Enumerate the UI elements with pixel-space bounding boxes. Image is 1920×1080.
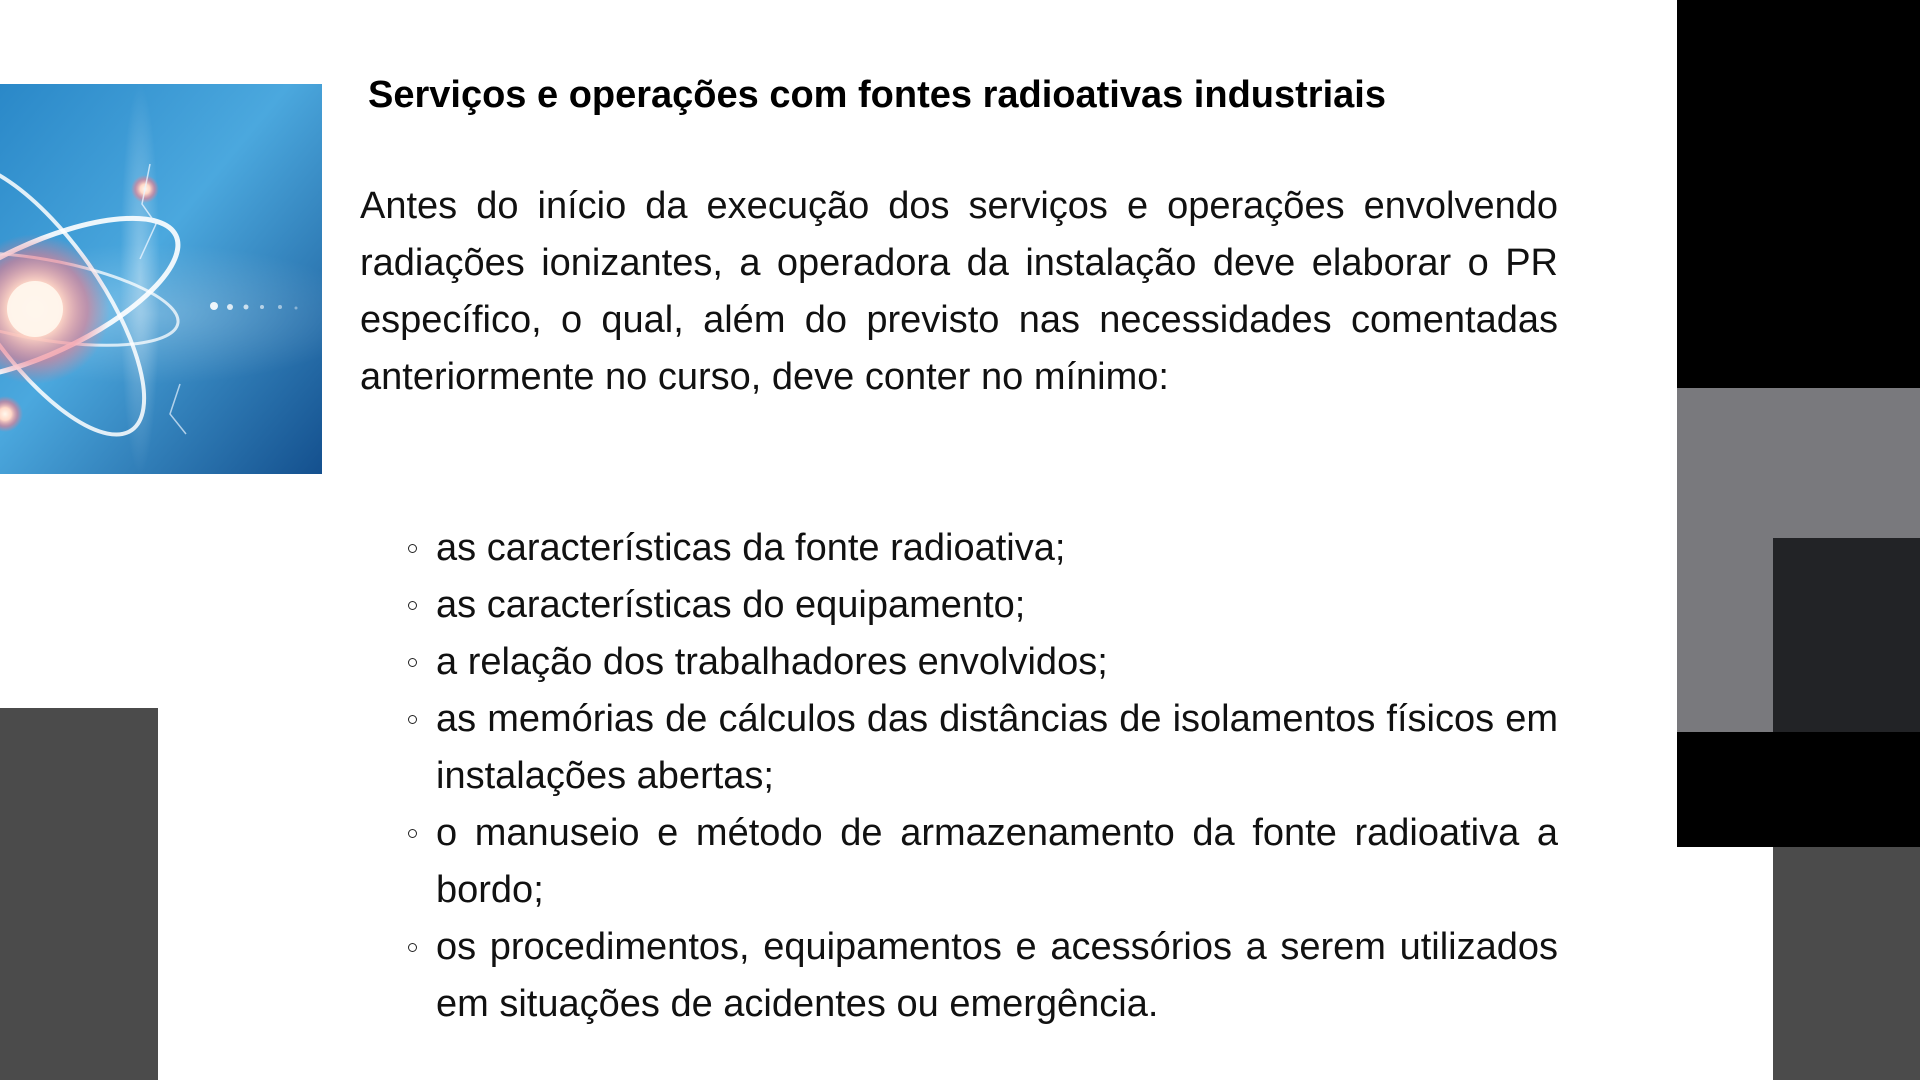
decor-block-right-footer xyxy=(1773,847,1920,1080)
list-item xyxy=(404,634,1558,691)
intro-paragraph: Antes do início da execução dos serviços e operações envolvendo radiações ionizantes, a operadora da instalação deve elaborar o PR específico, o qual, além do previsto nas necessidades comentadas anteriormente no curso, deve conter no mínimo: xyxy=(360,185,1558,398)
list-item xyxy=(404,919,1558,1033)
bullet-circle-icon xyxy=(408,601,417,610)
list-item-text: as memórias de cálculos das distâncias de isolamentos físicos em instalações abertas; xyxy=(436,698,1558,797)
decor-block-left xyxy=(0,708,158,1080)
list-item-text: as características do equipamento; xyxy=(436,584,1026,626)
list-item-text: as características da fonte radioativa; xyxy=(436,527,1066,569)
bullet-circle-icon xyxy=(408,715,417,724)
requirements-list xyxy=(404,520,1558,1033)
decor-block-right-bottom xyxy=(1677,732,1920,847)
bullet-circle-icon xyxy=(408,829,417,838)
bullet-circle-icon xyxy=(408,544,417,553)
atom-image xyxy=(0,84,322,474)
decor-block-right-dark xyxy=(1773,538,1920,732)
list-item xyxy=(404,520,1558,577)
list-item xyxy=(404,691,1558,805)
list-item xyxy=(404,805,1558,919)
bullet-circle-icon xyxy=(408,943,417,952)
list-item-text: o manuseio e método de armazenamento da fonte radioativa a bordo; xyxy=(436,812,1558,911)
list-item-text: os procedimentos, equipamentos e acessórios a serem utilizados em situações de acidentes ou emergência. xyxy=(436,926,1558,1025)
list-item xyxy=(404,577,1558,634)
slide-title: Serviços e operações com fontes radioativas industriais xyxy=(368,74,1386,116)
list-item-text: a relação dos trabalhadores envolvidos; xyxy=(436,641,1108,683)
bullet-circle-icon xyxy=(408,658,417,667)
decor-block-right-top xyxy=(1677,0,1920,388)
atom-icon xyxy=(0,84,322,474)
